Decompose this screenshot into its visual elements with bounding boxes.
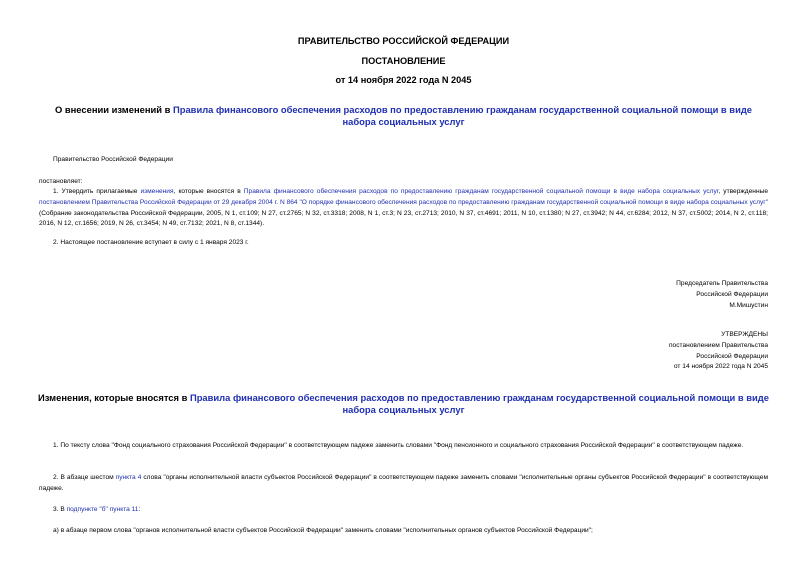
rules-link[interactable]: Правила финансового обеспечения расходов по предоставлению гражданам государственной социальной помощи в виде набора социальных услуг <box>243 188 719 195</box>
item-2-paragraph: 2. Настоящее постановление вступает в силу с 1 января 2023 г. <box>53 239 249 246</box>
item-1-text: , которые вносятся в <box>173 188 244 195</box>
government-heading: ПРАВИТЕЛЬСТВО РОССИЙСКОЙ ФЕДЕРАЦИИ <box>297 36 510 46</box>
changes-title <box>35 392 772 415</box>
document-title <box>50 104 757 127</box>
change-2-text: слова "органы исполнительной власти субъектов Российской Федерации" в соответствующем падеже заменить словами "исполнительные органы субъектов Российской Федерации" в соответствующем падеже. <box>39 474 768 492</box>
item-1-paragraph <box>39 187 768 230</box>
item-1-text: 1. Утвердить прилагаемые <box>53 188 141 195</box>
subpoint-b-link[interactable]: подпункте "б" пункта 11 <box>66 506 139 513</box>
change-3-paragraph <box>53 505 753 516</box>
signature-block <box>676 279 768 311</box>
changes-title-prefix: Изменения, которые вносятся в <box>38 392 190 403</box>
change-2-text: 2. В абзаце шестом <box>53 474 116 481</box>
signature-title: Председатель Правительства <box>676 280 768 287</box>
document-type: ПОСТАНОВЛЕНИЕ <box>361 56 446 66</box>
title-prefix: О внесении изменений в <box>54 104 173 115</box>
signature-org: Российской Федерации <box>696 290 768 298</box>
signature-name: М.Мишустин <box>729 301 768 309</box>
change-1-paragraph: 1. По тексту слова "Фонд социального страхования Российской Федерации" в соответствующем падеже заменить словами "Фонд пенсионного и социального страхования Российской Федерации" в соответствующем падеже. <box>53 442 744 449</box>
document-date-number: от 14 ноября 2022 года N 2045 <box>335 75 472 85</box>
item-1-text: (Собрание законодательства Российской Федерации, 2005, N 1, ст.109; N 27, ст.2765; N 32, ст.3318; 2008, N 1, ст.3; N 23, ст.2713; 2010, N 37, ст.4691; 2011, N 10, ст.1380; N 27, ст.3942; N 44, ст.6284; 2012, N 37, ст.5002; 2014, N 2, ст.118; 2016, N 12, ст.1656; 2019, N 26, ст.3454; N 49, ст.7132; 2021, N 8, ст.1344). <box>39 209 768 228</box>
approval-line-1: УТВЕРЖДЕНЫ <box>721 331 768 338</box>
approval-line-3: Российской Федерации <box>696 352 768 360</box>
change-3-text: 3. В <box>53 506 67 513</box>
resolution-864-link[interactable]: постановлением Правительства Российской Федерации от 29 декабря 2004 г. N 864 "О порядке финансового обеспечения расходов по предоставлению гражданам государственной социальной помощи в виде набора социальных услуг" <box>39 198 768 206</box>
changes-title-link[interactable]: Правила финансового обеспечения расходов по предоставлению гражданам государственной социальной помощи в виде набора социальных услуг <box>189 392 769 415</box>
changes-link[interactable]: изменения <box>140 188 174 195</box>
change-3a-paragraph: а) в абзаце первом слова "органов исполнительной власти субъектов Российской Федерации" заменить словами "исполнительных органов субъектов Российской Федерации"; <box>53 527 593 534</box>
government-label: Правительство Российской Федерации <box>53 156 173 163</box>
resolves-label: постановляет: <box>39 178 83 185</box>
change-3-text: : <box>138 506 141 513</box>
approval-line-2: постановлением Правительства <box>668 341 768 349</box>
approval-block <box>669 330 768 373</box>
approval-line-4: от 14 ноября 2022 года N 2045 <box>673 363 768 371</box>
title-link[interactable]: Правила финансового обеспечения расходов по предоставлению гражданам государственной социальной помощи в виде набора социальных услуг <box>173 104 752 127</box>
item-1-text: , утвержденные <box>718 188 769 195</box>
change-2-paragraph <box>39 473 768 495</box>
point-4-link[interactable]: пункта 4 <box>115 474 142 481</box>
